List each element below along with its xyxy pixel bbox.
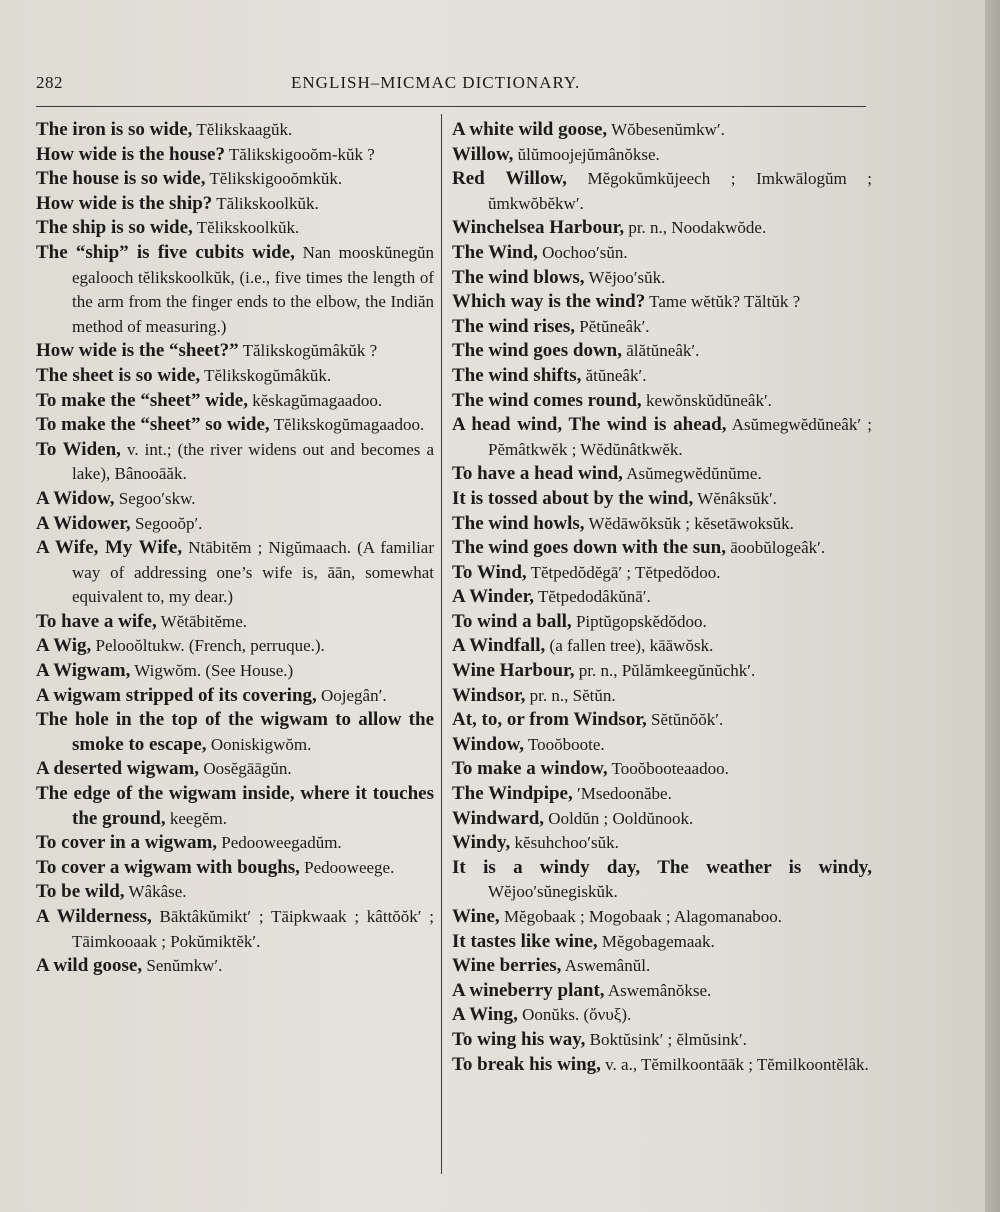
dictionary-entry bbox=[452, 364, 872, 389]
entry-headword: The wind howls, bbox=[452, 512, 585, 534]
entry-headword: To Widen, bbox=[36, 438, 121, 460]
dictionary-entry bbox=[36, 487, 434, 512]
entry-definition: Oochoo′sŭn. bbox=[542, 242, 628, 262]
dictionary-entry bbox=[452, 339, 872, 364]
dictionary-entry bbox=[36, 413, 434, 438]
dictionary-entry bbox=[36, 216, 434, 241]
entry-definition: Asŭmegwĕdŭnŭme. bbox=[626, 464, 762, 484]
entry-headword: Winchelsea Harbour, bbox=[452, 217, 625, 239]
entry-headword: The wind goes down with the sun, bbox=[452, 537, 726, 559]
entry-headword: A Wing, bbox=[452, 1004, 518, 1026]
dictionary-entry bbox=[452, 905, 872, 930]
entry-headword: A Windfall, bbox=[452, 635, 546, 657]
entry-definition: pr. n., Pŭlămkeegŭnŭchk′. bbox=[578, 661, 756, 681]
entry-definition: pr. n., Noodakwŏde. bbox=[628, 218, 767, 238]
dictionary-entry bbox=[36, 610, 434, 635]
entry-definition: Wĕtābitĕme. bbox=[160, 611, 248, 631]
entry-headword: To have a head wind, bbox=[452, 463, 623, 485]
entry-definition: Mĕgobaak ; Mogobaak ; Alagomanaboo. bbox=[503, 907, 783, 926]
entry-headword: The wind goes down, bbox=[452, 340, 622, 362]
dictionary-entry bbox=[36, 438, 434, 487]
entry-headword: How wide is the “sheet?” bbox=[36, 340, 239, 362]
entry-definition: Mĕgokŭmkŭjeech ; Imkwālogŭm ; ŭmkwŏbĕkw′. bbox=[488, 169, 873, 213]
entry-headword: A white wild goose, bbox=[452, 119, 608, 140]
dictionary-entry bbox=[452, 979, 872, 1004]
dictionary-entry bbox=[36, 782, 434, 831]
dictionary-entry bbox=[452, 487, 872, 512]
entry-headword: The Wind, bbox=[452, 241, 538, 263]
dictionary-entry bbox=[36, 856, 434, 881]
entry-headword: Which way is the wind? bbox=[452, 291, 646, 313]
dictionary-entry bbox=[452, 930, 872, 955]
dictionary-entry bbox=[452, 954, 872, 979]
entry-definition: kewŏnskŭdŭneâk′. bbox=[645, 390, 772, 410]
dictionary-entry bbox=[36, 167, 434, 192]
entry-headword: A wigwam stripped of its covering, bbox=[36, 684, 317, 706]
entry-definition: Ooldŭn ; Ooldŭnook. bbox=[548, 808, 694, 828]
entry-headword: The wind blows, bbox=[452, 266, 585, 288]
entry-headword: How wide is the ship? bbox=[36, 192, 213, 214]
entry-headword: A Widow, bbox=[36, 487, 115, 509]
header-rule bbox=[36, 106, 866, 107]
entry-headword: Wine Harbour, bbox=[452, 660, 575, 682]
entry-headword: Red Willow, bbox=[452, 168, 567, 190]
dictionary-entry bbox=[36, 659, 434, 684]
entry-headword: To have a wife, bbox=[36, 610, 157, 632]
entry-definition: Bāktâkŭmikt′ ; Tāipkwaak ; kâttŏŏk′ ; Tāimkooaak ; Pokŭmiktĕk′. bbox=[72, 907, 434, 951]
dictionary-entry bbox=[452, 634, 872, 659]
dictionary-entry bbox=[452, 684, 872, 709]
entry-headword: Windward, bbox=[452, 807, 545, 829]
dictionary-entry bbox=[452, 659, 872, 684]
entry-definition: Wĕdāwŏksŭk ; kĕsetāwoksŭk. bbox=[588, 513, 794, 533]
dictionary-entry bbox=[36, 757, 434, 782]
entry-headword: The hole in the top of the wigwam to allow the smoke to escape, bbox=[36, 709, 434, 755]
dictionary-entry bbox=[36, 634, 434, 659]
entry-definition: ŭlŭmoojejŭmânŏkse. bbox=[517, 144, 660, 164]
entry-definition: ālătŭneâk′. bbox=[626, 341, 700, 361]
dictionary-entry bbox=[452, 413, 872, 462]
dictionary-entry bbox=[452, 782, 872, 807]
dictionary-entry bbox=[36, 536, 434, 610]
dictionary-entry bbox=[452, 733, 872, 758]
entry-definition: keegĕm. bbox=[169, 808, 227, 828]
entry-definition: Tălikskigooŏm-kŭk ? bbox=[228, 144, 375, 164]
entry-definition: Tooŏboote. bbox=[527, 734, 605, 754]
dictionary-entry bbox=[36, 831, 434, 856]
entry-definition: Pelooŏltukw. (French, perruque.). bbox=[95, 636, 325, 656]
entry-headword: To make the “sheet” so wide, bbox=[36, 414, 270, 436]
entry-definition: Oosĕgāāgŭn. bbox=[203, 759, 292, 779]
entry-definition: ′Msedoonăbe. bbox=[577, 784, 672, 804]
entry-headword: How wide is the house? bbox=[36, 143, 225, 165]
entry-definition: Tooŏbooteaadoo. bbox=[611, 759, 729, 779]
entry-definition: Segooŏp′. bbox=[134, 513, 203, 533]
entry-headword: To wind a ball, bbox=[452, 610, 572, 632]
dictionary-entry bbox=[36, 241, 434, 339]
entry-headword: A Wigwam, bbox=[36, 660, 131, 682]
entry-definition: Tĕlikskigooŏmkŭk. bbox=[209, 169, 343, 189]
entry-headword: Window, bbox=[452, 733, 524, 755]
entry-definition: Tĕlikskoolkŭk. bbox=[196, 218, 300, 238]
entry-headword: Windsor, bbox=[452, 684, 526, 706]
dictionary-entry bbox=[452, 708, 872, 733]
entry-definition: Tĕtpedodâkŭnā′. bbox=[537, 587, 651, 607]
entry-definition: Sĕtŭnŏŏk′. bbox=[651, 710, 724, 730]
dictionary-entry bbox=[452, 757, 872, 782]
entry-headword: A Wife, My Wife, bbox=[36, 537, 183, 559]
entry-definition: Wigwŏm. (See House.) bbox=[134, 661, 294, 681]
right-column bbox=[452, 118, 872, 1077]
entry-definition: Wŏbesenŭmkw′. bbox=[611, 120, 725, 139]
entry-headword: To wing his way, bbox=[452, 1028, 586, 1050]
dictionary-entry bbox=[36, 954, 434, 979]
entry-headword: Wine, bbox=[452, 906, 500, 927]
entry-definition: v. int.; (the river widens out and becomes a lake), Bânooāăk. bbox=[72, 439, 434, 484]
dictionary-entry bbox=[452, 290, 872, 315]
entry-headword: To break his wing, bbox=[452, 1053, 601, 1075]
dictionary-entry bbox=[452, 512, 872, 537]
entry-definition: Wĕnâksŭk′. bbox=[697, 488, 777, 508]
dictionary-entry bbox=[36, 389, 434, 414]
dictionary-entry bbox=[36, 684, 434, 709]
dictionary-entry bbox=[452, 216, 872, 241]
left-column bbox=[36, 118, 434, 979]
entry-headword: Wine berries, bbox=[452, 955, 562, 977]
dictionary-entry bbox=[36, 192, 434, 217]
entry-headword: A Widower, bbox=[36, 512, 131, 534]
running-title: ENGLISH–MICMAC DICTIONARY. bbox=[291, 73, 581, 92]
entry-headword: A wineberry plant, bbox=[452, 979, 605, 1001]
dictionary-entry bbox=[452, 1003, 872, 1028]
entry-definition: Tĕlikskogŭmâkŭk. bbox=[204, 365, 332, 385]
entry-definition: Aswemânŭl. bbox=[564, 956, 651, 976]
dictionary-entry bbox=[452, 856, 872, 905]
dictionary-entry bbox=[36, 905, 434, 954]
entry-definition: Pĕtŭneâk′. bbox=[579, 316, 650, 336]
entry-definition: Segoo′skw. bbox=[118, 488, 196, 508]
entry-headword: Windy, bbox=[452, 832, 511, 854]
dictionary-entry bbox=[452, 143, 872, 168]
entry-definition: Mĕgobagemaak. bbox=[601, 931, 715, 951]
entry-definition: Senŭmkw′. bbox=[146, 956, 223, 976]
entry-definition: Wĕjoo′sŭk. bbox=[588, 267, 666, 287]
page-number: 282 bbox=[36, 73, 63, 92]
entry-definition: v. a., Tĕmilkoontāāk ; Tĕmilkoontĕlâk. bbox=[605, 1054, 869, 1074]
page-header bbox=[36, 73, 866, 97]
entry-definition: Tĕlikskogŭmagaadoo. bbox=[273, 415, 425, 435]
entry-headword: To cover a wigwam with boughs, bbox=[36, 856, 300, 878]
entry-headword: Willow, bbox=[452, 143, 514, 165]
entry-headword: A Winder, bbox=[452, 586, 535, 608]
entry-definition: Aswemânŏkse. bbox=[607, 980, 712, 1000]
entry-headword: To Wind, bbox=[452, 561, 527, 583]
entry-headword: A Wilderness, bbox=[36, 906, 152, 927]
entry-definition: Asŭmegwĕdŭneâk′ ; Pĕmâtkwĕk ; Wĕdŭnâtkwĕk. bbox=[488, 415, 872, 459]
entry-definition: Wâkâse. bbox=[128, 882, 187, 902]
dictionary-entry bbox=[36, 708, 434, 757]
entry-headword: A head wind, The wind is ahead, bbox=[452, 414, 727, 436]
dictionary-entry bbox=[452, 585, 872, 610]
entry-headword: The wind rises, bbox=[452, 315, 575, 337]
entry-headword: A Wig, bbox=[36, 635, 92, 657]
dictionary-entry bbox=[452, 167, 872, 216]
entry-definition: Tame wĕtŭk? Tăltŭk ? bbox=[649, 292, 801, 312]
entry-headword: It is tossed about by the wind, bbox=[452, 487, 694, 509]
entry-definition: kĕsuhchoo′sŭk. bbox=[514, 833, 619, 853]
entry-headword: The Windpipe, bbox=[452, 783, 573, 805]
entry-definition: Piptŭgopskĕdŏdoo. bbox=[575, 611, 707, 631]
dictionary-entry bbox=[36, 512, 434, 537]
entry-headword: To be wild, bbox=[36, 881, 125, 903]
entry-headword: It is a windy day, The weather is windy, bbox=[452, 856, 872, 878]
entry-definition: Boktŭsink′ ; ĕlmŭsink′. bbox=[589, 1029, 747, 1049]
entry-headword: The wind shifts, bbox=[452, 364, 582, 386]
entry-headword: The house is so wide, bbox=[36, 168, 206, 190]
entry-definition: Pedooweegadŭm. bbox=[221, 833, 342, 853]
entry-headword: To make the “sheet” wide, bbox=[36, 389, 248, 411]
dictionary-entry bbox=[452, 315, 872, 340]
dictionary-entry bbox=[36, 880, 434, 905]
dictionary-entry bbox=[452, 1053, 872, 1078]
entry-definition: kĕskagŭmagaadoo. bbox=[252, 390, 383, 410]
dictionary-entry bbox=[36, 339, 434, 364]
entry-headword: The edge of the wigwam inside, where it touches the ground, bbox=[36, 783, 434, 829]
dictionary-entry bbox=[452, 610, 872, 635]
dictionary-entry bbox=[36, 364, 434, 389]
entry-headword: At, to, or from Windsor, bbox=[452, 709, 647, 731]
entry-definition: ătŭneâk′. bbox=[585, 365, 647, 385]
entry-definition: Wĕjoo′sŭnegiskŭk. bbox=[488, 882, 618, 902]
dictionary-entry bbox=[452, 462, 872, 487]
entry-definition: Ooniskigwŏm. bbox=[210, 734, 312, 754]
dictionary-entry bbox=[452, 831, 872, 856]
entry-headword: The iron is so wide, bbox=[36, 119, 193, 140]
entry-definition: Oonŭks. (ὄνυξ). bbox=[522, 1005, 632, 1025]
entry-definition: āoobŭlogeâk′. bbox=[730, 538, 826, 558]
entry-headword: To make a window, bbox=[452, 758, 608, 780]
entry-definition: Pedooweege. bbox=[304, 857, 395, 877]
dictionary-entry bbox=[452, 536, 872, 561]
entry-definition: Tălikskogŭmâkŭk ? bbox=[242, 341, 378, 361]
entry-headword: A deserted wigwam, bbox=[36, 758, 200, 780]
entry-definition: Nan mooskŭnegŭn egalooch tĕlikskoolkŭk, (i.e., five times the length of the arm from the finger ends to the elbow, the Indiăn method of measuring.) bbox=[72, 242, 434, 336]
entry-definition: Oojegân′. bbox=[321, 685, 387, 705]
dictionary-entry bbox=[452, 807, 872, 832]
entry-headword: The “ship” is five cubits wide, bbox=[36, 241, 295, 263]
entry-definition: Tălikskoolkŭk. bbox=[216, 193, 319, 213]
dictionary-entry bbox=[452, 241, 872, 266]
entry-headword: A wild goose, bbox=[36, 955, 143, 977]
dictionary-entry bbox=[452, 389, 872, 414]
entry-headword: The wind comes round, bbox=[452, 389, 642, 411]
entry-headword: The sheet is so wide, bbox=[36, 364, 201, 386]
entry-headword: The ship is so wide, bbox=[36, 217, 193, 239]
entry-headword: It tastes like wine, bbox=[452, 930, 598, 952]
entry-definition: Ntābitĕm ; Nigŭmaach. (A familiar way of addressing one’s wife is, āān, somewhat equivalent to, my dear.) bbox=[72, 538, 435, 607]
entry-definition: (a fallen tree), kāāwŏsk. bbox=[549, 636, 714, 656]
entry-definition: pr. n., Sĕtŭn. bbox=[529, 685, 616, 705]
dictionary-entry bbox=[36, 118, 434, 143]
dictionary-entry bbox=[36, 143, 434, 168]
entry-headword: To cover in a wigwam, bbox=[36, 832, 218, 854]
dictionary-entry bbox=[452, 266, 872, 291]
entry-definition: Tĕlikskaagŭk. bbox=[196, 120, 293, 139]
dictionary-entry bbox=[452, 561, 872, 586]
page-edge bbox=[985, 0, 1000, 1212]
dictionary-entry bbox=[452, 1028, 872, 1053]
dictionary-entry bbox=[452, 118, 872, 143]
entry-definition: Tĕtpedŏdĕgā′ ; Tĕtpedŏdoo. bbox=[530, 562, 721, 582]
column-divider bbox=[441, 114, 442, 1174]
